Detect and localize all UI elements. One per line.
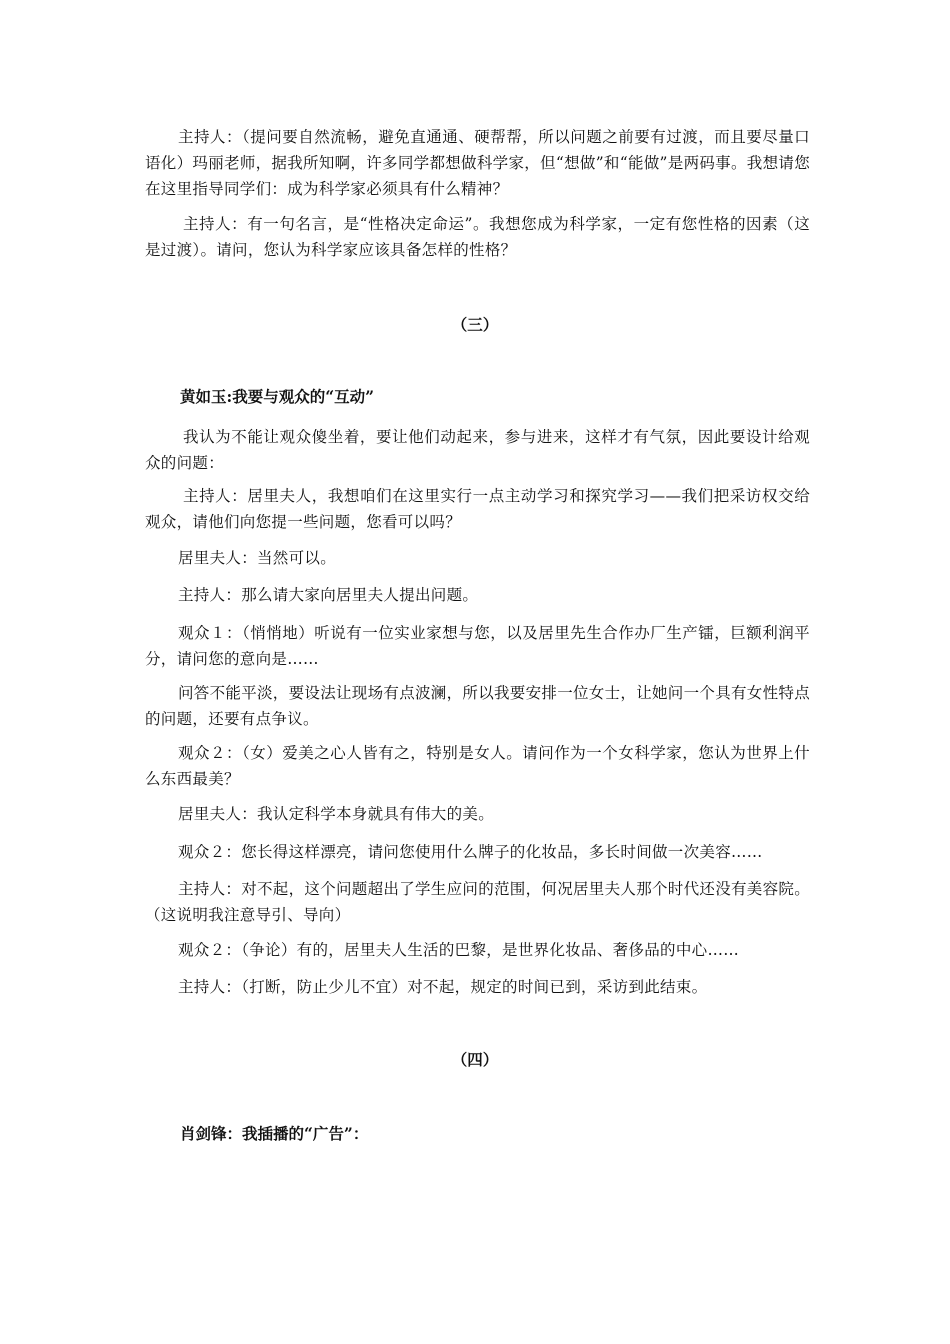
section-3-heading: 黄如玉:我要与观众的“互动”	[180, 387, 375, 406]
section-3-paragraph: 居里夫人：我认定科学本身就具有伟大的美。	[178, 805, 495, 823]
section-number-4: （四）	[451, 1050, 499, 1069]
host-question-2: 主持人：有一句名言，是“性格决定命运”。我想您成为科学家，一定有您性格的因素（这是过渡）。请问，您认为科学家应该具备怎样的性格？	[145, 215, 810, 259]
section-3-paragraph: 主持人：对不起，这个问题超出了学生应问的范围，何况居里夫人那个时代还没有美容院。（这说明我注意导引、导向）	[145, 880, 811, 924]
section-3-paragraph: 主持人：（打断，防止少儿不宜）对不起，规定的时间已到，采访到此结束。	[178, 978, 708, 996]
section-3-paragraph: 观众２：（争论）有的，居里夫人生活的巴黎，是世界化妆品、奢侈品的中心……	[178, 941, 740, 959]
section-3-paragraph: 问答不能平淡，要设法让现场有点波澜，所以我要安排一位女士，让她问一个具有女性特点的问题，还要有点争议。	[145, 684, 811, 728]
section-number-3: （三）	[451, 315, 499, 334]
section-3-paragraph: 观众２：（女）爱美之心人皆有之，特别是女人。请问作为一个女科学家，您认为世界上什么东西最美？	[145, 744, 810, 788]
section-3-paragraph: 居里夫人：当然可以。	[178, 549, 337, 567]
host-question-1: 主持人：（提问要自然流畅，避免直通通、硬帮帮，所以问题之前要有过渡，而且要尽量口语化）玛丽老师，据我所知啊，许多同学都想做科学家，但“想做”和“能做”是两码事。我想请您在这里指导同学们：成为科学家必须具有什么精神？	[145, 128, 810, 198]
section-3-paragraph: 主持人：居里夫人，我想咱们在这里实行一点主动学习和探究学习——我们把采访权交给观众，请他们向您提一些问题，您看可以吗？	[145, 487, 810, 531]
section-3-paragraph: 观众１：（悄悄地）听说有一位实业家想与您，以及居里先生合作办厂生产镭，巨额利润平分，请问您的意向是……	[145, 624, 810, 668]
section-3-paragraph: 我认为不能让观众傻坐着，要让他们动起来，参与进来，这样才有气氛，因此要设计给观众的问题：	[145, 428, 810, 472]
section-3-paragraph: 观众２：您长得这样漂亮，请问您使用什么牌子的化妆品，多长时间做一次美容……	[178, 843, 763, 861]
section-4-heading: 肖剑锋：我插播的“广告”：	[180, 1124, 369, 1143]
section-3-paragraph: 主持人：那么请大家向居里夫人提出问题。	[178, 586, 479, 604]
